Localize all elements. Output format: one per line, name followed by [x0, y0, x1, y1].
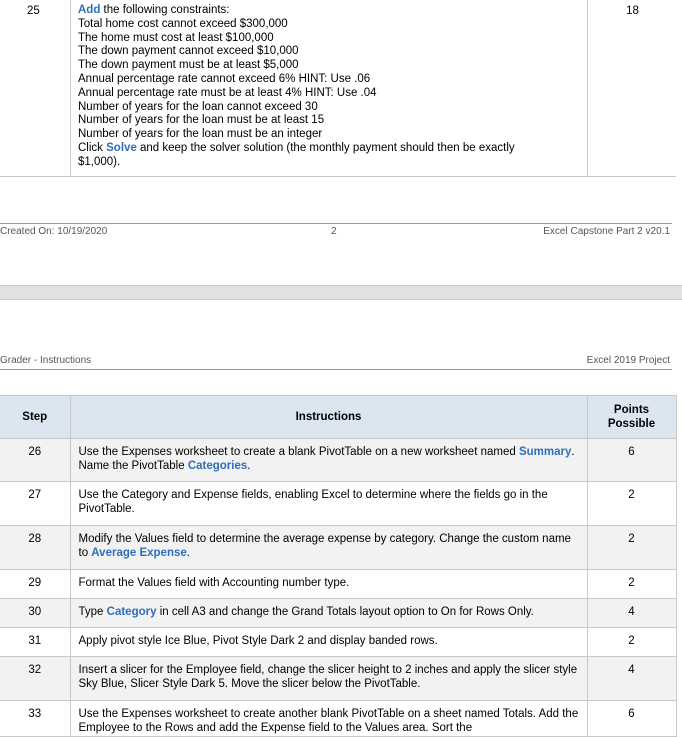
highlighted-term: Solve: [106, 141, 137, 154]
instruction-cell: Use the Expenses worksheet to create another blank PivotTable on a sheet named Totals. Add the Employee to the Rows and add the Expense field to the Values area. Sort the: [70, 701, 587, 737]
step-cell: 26: [0, 439, 70, 482]
points-cell: 4: [587, 657, 676, 701]
step-cell: 28: [0, 526, 70, 570]
table-row: [0, 439, 676, 482]
instruction-line: Number of years for the loan cannot exceed 30: [78, 100, 318, 113]
step-25-row: [0, 0, 676, 177]
step-cell: 30: [0, 599, 70, 628]
table-header-row: [0, 396, 676, 439]
column-header-points-label: Points Possible: [607, 404, 656, 430]
instruction-line: The down payment cannot exceed $10,000: [78, 45, 299, 58]
highlighted-term: Categories: [187, 459, 248, 472]
table-row: [0, 482, 676, 526]
step-cell: 27: [0, 482, 70, 526]
footer-rule: [0, 223, 672, 224]
points-cell: 2: [587, 482, 676, 526]
highlighted-term: Add: [78, 4, 101, 16]
points-cell: 2: [587, 526, 676, 570]
instruction-line: Click Solve and keep the solver solution (the monthly payment should then be exactly: [78, 141, 515, 154]
footer-document-title: Excel Capstone Part 2 v20.1: [543, 226, 670, 237]
step-cell: 32: [0, 657, 70, 701]
instruction-line: The down payment must be at least $5,000: [78, 59, 299, 72]
instruction-line: Number of years for the loan must be at least 15: [78, 114, 325, 127]
instruction-line: $1,000).: [78, 155, 121, 168]
step-cell: [0, 0, 71, 176]
step-cell: 33: [0, 701, 70, 737]
instruction-line: Annual percentage rate must be at least 4% HINT: Use .04: [78, 86, 377, 99]
instruction-line: The home must cost at least $100,000: [78, 31, 274, 44]
table-row: [0, 570, 676, 599]
instruction-line: Total home cost cannot exceed $300,000: [78, 17, 288, 30]
step-cell: 31: [0, 628, 70, 657]
instruction-cell: Use the Expenses worksheet to create a blank PivotTable on a new worksheet named Summary. Name the PivotTable Categories.: [70, 439, 587, 482]
instruction-cell: Type Category in cell A3 and change the Grand Totals layout option to On for Rows Only.: [70, 599, 587, 628]
instruction-cell: Use the Category and Expense fields, enabling Excel to determine where the fields go in the PivotTable.: [70, 482, 587, 526]
step-number: 25: [27, 5, 40, 17]
points-cell: 6: [587, 701, 676, 737]
instruction-line: Add the following constraints:: [78, 4, 230, 16]
highlighted-term: Average Expense: [91, 546, 187, 559]
table-row: [0, 526, 676, 570]
page-break: [0, 285, 682, 300]
points-cell: 2: [587, 628, 676, 657]
instruction-line: Annual percentage rate cannot exceed 6% HINT: Use .06: [78, 72, 371, 85]
instruction-cell: Insert a slicer for the Employee field, change the slicer height to 2 inches and apply the slicer style Sky Blue, Slicer Style Dark 5. Move the slicer below the PivotTable.: [70, 657, 587, 701]
instruction-cell: Format the Values field with Accounting number type.: [70, 570, 587, 599]
footer-created-date: Created On: 10/19/2020: [0, 226, 108, 237]
header-right: Excel 2019 Project: [586, 355, 670, 366]
header-rule: [0, 369, 672, 370]
instruction-cell: Apply pivot style Ice Blue, Pivot Style Dark 2 and display banded rows.: [70, 628, 587, 657]
footer-page-number: 2: [331, 226, 337, 237]
table-row: [0, 628, 676, 657]
points-cell: 6: [587, 439, 676, 482]
points-cell: 4: [587, 599, 676, 628]
points-cell: 2: [587, 570, 676, 599]
points-value: 18: [626, 5, 639, 17]
column-header-points: [587, 396, 676, 439]
instructions-table: [0, 395, 677, 737]
table-row: [0, 657, 676, 701]
instruction-cell: Modify the Values field to determine the average expense by category. Change the custom name to Average Expense.: [70, 526, 587, 570]
highlighted-term: Category: [106, 606, 157, 618]
column-header-step: Step: [0, 396, 70, 439]
table-row: [0, 701, 676, 737]
header-left: Grader - Instructions: [0, 355, 92, 366]
column-header-instructions: Instructions: [70, 396, 587, 439]
points-cell: [587, 0, 677, 176]
step-25-instructions: [78, 4, 578, 170]
highlighted-term: Summary: [518, 446, 572, 458]
instruction-line: Number of years for the loan must be an integer: [78, 128, 323, 141]
step-cell: 29: [0, 570, 70, 599]
table-row: [0, 599, 676, 628]
